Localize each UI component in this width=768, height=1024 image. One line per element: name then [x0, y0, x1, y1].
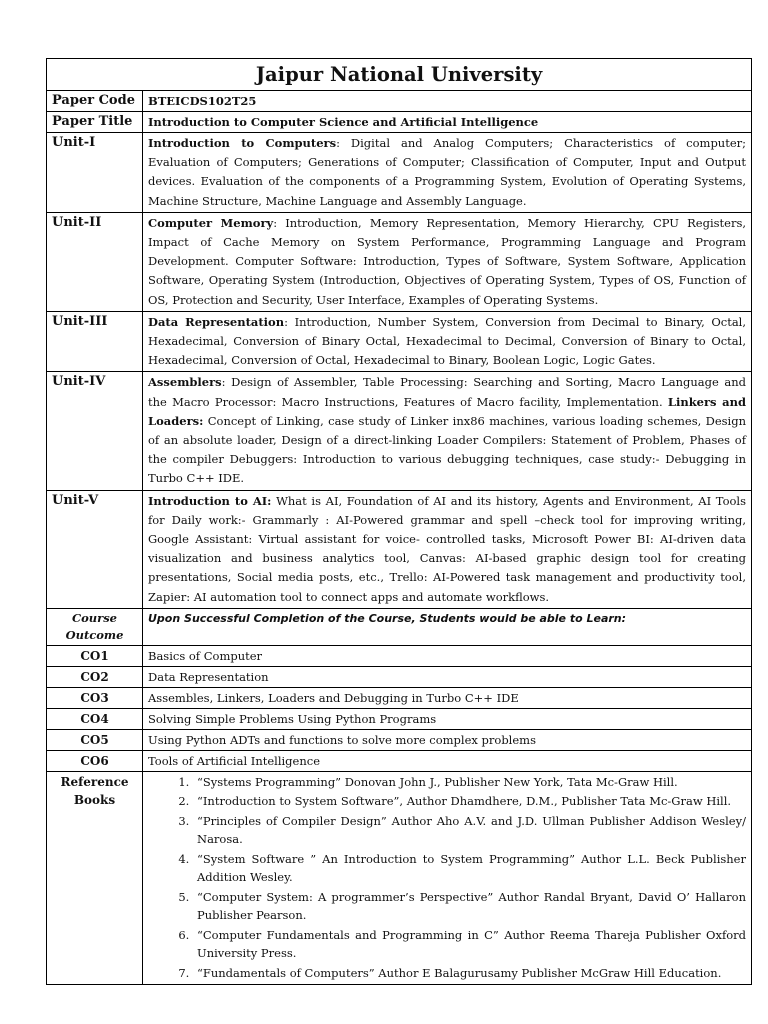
unit-row-3 [47, 311, 752, 372]
co-text: Solving Simple Problems Using Python Programs [143, 708, 752, 729]
unit-heading: Data Representation [148, 314, 285, 329]
unit-content [143, 133, 752, 213]
unit-body: What is AI, Foundation of AI and its history, Agents and Environment, AI Tools for Daily work:- Grammarly : AI-Powered grammar and spell –check tool for improving writing, Google Assistant: Virtual assistant for voice- controlled tasks, Microsoft Power BI: AI-driven data visualization and business analytics tool, Canvas: AI-based graphic design tool for creating presentations, Social media posts, etc., Trello: AI-Powered task management and productivity tool, Zapier: AI automation tool to connect apps and automate workflows. [148, 493, 747, 604]
co-text: Basics of Computer [143, 645, 752, 666]
unit-sep: : [273, 215, 286, 230]
unit-row-1 [47, 133, 752, 213]
co-text: Assembles, Linkers, Loaders and Debugging in Turbo C++ IDE [143, 687, 752, 708]
unit-label: Unit-II [47, 212, 143, 311]
course-outcome-statement: Upon Successful Completion of the Course, Students would be able to Learn: [143, 608, 752, 645]
unit-body: Digital and Analog Computers; Characteristics of computer; Evaluation of Computers; Generations of Computer; Classification of Computer, Input and Output devices. Evaluation of the components of a Programming System, Evolution of Operating Systems, Machine Structure, Machine Language and Assembly Language. [148, 136, 747, 208]
unit-content [143, 212, 752, 311]
reference-books-row [47, 771, 752, 985]
unit-heading: Computer Memory [148, 215, 274, 230]
unit-sep: : [221, 375, 232, 390]
co-row [47, 666, 752, 687]
unit-label: Unit-V [47, 490, 143, 608]
unit-label: Unit-I [47, 133, 143, 213]
unit-body: Introduction, Number System, Conversion from Decimal to Binary, Octal, Hexadecimal, Conversion of Binary Octal, Hexadecimal to Decimal, Conversion of Binary to Octal, Hexadecimal, Conversion of Octal, Hexadecimal to Binary, Boolean Logic, Logic Gates. [148, 314, 747, 368]
unit-sep: : [284, 314, 295, 329]
co-code: CO5 [47, 729, 143, 750]
co-text: Data Representation [143, 666, 752, 687]
unit-content [143, 490, 752, 608]
co-row [47, 687, 752, 708]
co-text: Tools of Artificial Intelligence [143, 750, 752, 771]
reference-item: 7. “Fundamentals of Computers” Author E Balagurusamy Publisher McGraw Hill Education. [193, 964, 746, 983]
unit-heading: Introduction to Computers [148, 136, 337, 150]
unit-sep: : [336, 136, 351, 150]
paper-code-value: BTEICDS102T25 [143, 91, 752, 112]
reference-item: 3. “Principles of Compiler Design” Author Aho A.V. and J.D. Ullman Publisher Addison Wesley/ Narosa. [193, 812, 746, 849]
co-code: CO1 [47, 645, 143, 666]
unit-row-5 [47, 490, 752, 608]
paper-code-label: Paper Code [47, 91, 143, 112]
reference-item: 6. “Computer Fundamentals and Programming in C” Author Reema Thareja Publisher Oxford University Press. [193, 926, 746, 963]
co-code: CO3 [47, 687, 143, 708]
co-text: Using Python ADTs and functions to solve more complex problems [143, 729, 752, 750]
co-code: CO4 [47, 708, 143, 729]
reference-books-cell [143, 771, 752, 985]
paper-title-label: Paper Title [47, 112, 143, 133]
title-row [47, 59, 752, 91]
co-row [47, 645, 752, 666]
unit-label: Unit-III [47, 311, 143, 372]
reference-item: 4. “System Software ” An Introduction to System Programming” Author L.L. Beck Publisher Addition Wesley. [193, 850, 746, 887]
unit-label: Unit-IV [47, 372, 143, 490]
unit-content [143, 311, 752, 372]
university-title: Jaipur National University [47, 59, 752, 91]
unit-body-2: Concept of Linking, case study of Linker inx86 machines, various loading schemes, Design of an absolute loader, Design of a direct-linking Loader Compilers: Statement of Problem, Phases of the compiler Debuggers: Introduction to various debugging techniques, case study:- Debugging in Turbo C++ IDE. [148, 413, 746, 486]
co-row [47, 750, 752, 771]
unit-row-4 [47, 372, 752, 490]
paper-title-row [47, 112, 752, 133]
reference-item: 1. “Systems Programming” Donovan John J., Publisher New York, Tata Mc-Graw Hill. [193, 773, 746, 792]
co-row [47, 708, 752, 729]
syllabus-table [46, 58, 752, 985]
course-outcome-label: Course Outcome [47, 608, 143, 645]
course-outcome-row [47, 608, 752, 645]
reference-item: 2. “Introduction to System Software”, Author Dhamdhere, D.M., Publisher Tata Mc-Graw Hill. [193, 792, 746, 811]
unit-row-2 [47, 212, 752, 311]
unit-heading-2: Linkers and Loaders: [148, 394, 746, 428]
unit-heading: Introduction to AI: [148, 493, 272, 508]
co-row [47, 729, 752, 750]
paper-code-row [47, 91, 752, 112]
reference-books-label: Reference Books [47, 771, 143, 985]
co-code: CO6 [47, 750, 143, 771]
unit-heading: Assemblers [148, 375, 222, 390]
syllabus-document [46, 58, 752, 985]
co-code: CO2 [47, 666, 143, 687]
unit-body: Introduction, Memory Representation, Memory Hierarchy, CPU Registers, Impact of Cache Memory on System Performance, Programming Language and Program Development. Computer Software: Introduction, Types of Software, System Software, Application Software, Operating System (Introduction, Objectives of Operating System, Types of OS, Function of OS, Protection and Security, User Interface, Examples of Operating Systems. [148, 215, 747, 307]
unit-body: Design of Assembler, Table Processing: Searching and Sorting, Macro Language and the Macro Processor: Macro Instructions, Features of Macro facility, Implementation. [148, 375, 746, 409]
paper-title-value: Introduction to Computer Science and Artificial Intelligence [143, 112, 752, 133]
reference-item: 5. “Computer System: A programmer’s Perspective” Author Randal Bryant, David O’ Hallaron Publisher Pearson. [193, 888, 746, 925]
unit-content [143, 372, 752, 490]
reference-list [148, 773, 746, 983]
